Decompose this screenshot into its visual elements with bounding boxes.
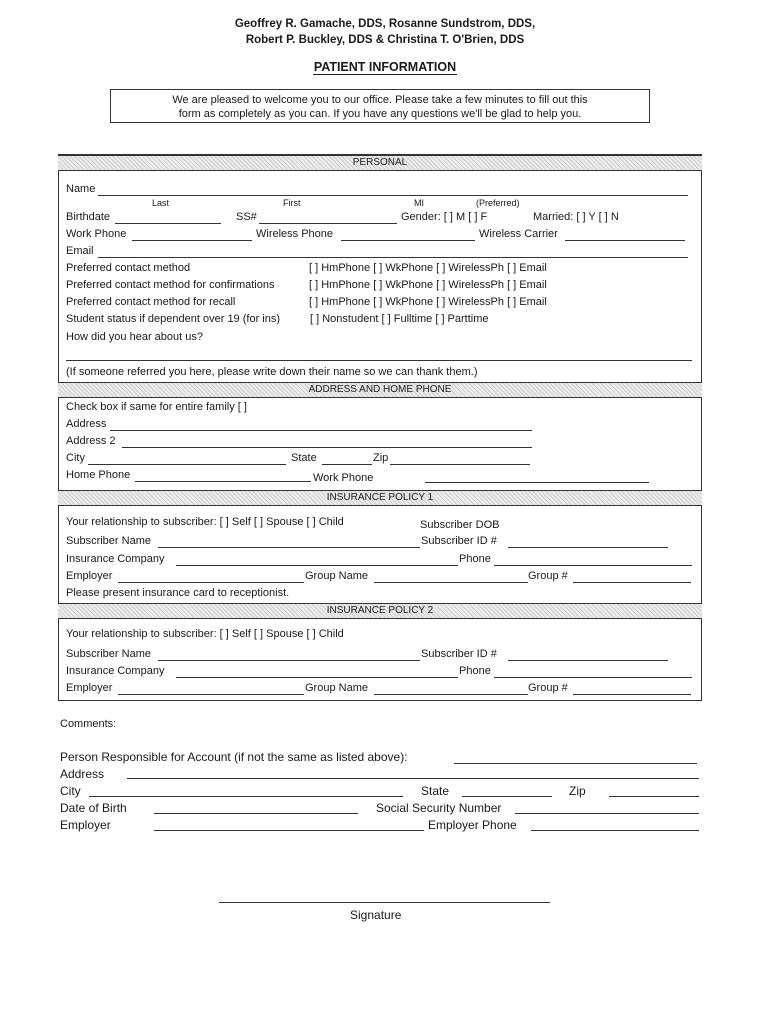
pref-contact-options[interactable]: [ ] HmPhone [ ] WkPhone [ ] WirelessPh [ ] Email [309,262,547,274]
ins1-group-name-field[interactable] [374,582,528,583]
resp-ssn-field[interactable] [515,813,699,814]
signature-line[interactable] [219,902,550,903]
resp-zip-label: Zip [569,784,586,798]
ins2-subscriber-id-label: Subscriber ID # [421,648,497,660]
section-insurance1-header: INSURANCE POLICY 1 [58,490,702,506]
work-phone-field[interactable] [132,240,252,241]
name-sub-last: Last [152,198,170,208]
name-sub-mi: MI [414,198,424,208]
name-sub-preferred: (Preferred) [476,198,520,208]
address2-label: Address 2 [66,435,116,447]
home-phone-label: Home Phone [66,469,131,481]
resp-employer-label: Employer [60,818,111,832]
state-field[interactable] [322,464,372,465]
ins1-company-label: Insurance Company [66,553,165,565]
comments-label: Comments: [60,718,117,730]
resp-dob-label: Date of Birth [60,801,127,815]
address2-field[interactable] [122,447,532,448]
how-hear-field[interactable] [66,360,692,361]
ins1-subscriber-id-label: Subscriber ID # [421,535,497,547]
wireless-carrier-label: Wireless Carrier [479,228,558,240]
ins2-subscriber-name-label: Subscriber Name [66,648,151,660]
work-phone-field-2[interactable] [425,482,649,483]
ins1-subscriber-name-field[interactable] [158,547,420,548]
ins2-company-field[interactable] [176,677,458,678]
ins2-subscriber-name-field[interactable] [158,660,420,661]
resp-state-label: State [421,784,450,798]
ins2-employer-field[interactable] [118,694,304,695]
name-label: Name [66,183,96,195]
ins2-phone-label: Phone [459,665,491,677]
city-field[interactable] [88,464,286,465]
pref-recall-label: Preferred contact method for recall [66,296,236,308]
married-checkboxes[interactable]: Married: [ ] Y [ ] N [533,211,619,223]
ins1-subscriber-id-field[interactable] [508,547,668,548]
referral-note: (If someone referred you here, please write down their name so we can thank them.) [66,366,478,378]
resp-city-label: City [60,784,81,798]
ins1-employer-label: Employer [66,570,113,582]
address-label: Address [66,418,107,430]
ins1-company-field[interactable] [176,565,458,566]
section-insurance2-header: INSURANCE POLICY 2 [58,603,702,619]
page-title: PATIENT INFORMATION [313,60,457,74]
welcome-line1: We are pleased to welcome you to our office. Please take a few minutes to fill out this [172,94,588,106]
work-phone-label-2: Work Phone [313,472,374,484]
name-field[interactable] [98,195,688,196]
same-family-checkbox[interactable]: Check box if same for entire family [ ] [66,401,247,413]
ins2-group-no-field[interactable] [573,694,691,695]
birthdate-label: Birthdate [66,211,111,223]
signature-label: Signature [350,908,402,922]
name-sub-first: First [283,198,301,208]
ins1-group-no-field[interactable] [573,582,691,583]
pref-recall-options[interactable]: [ ] HmPhone [ ] WkPhone [ ] WirelessPh [ ] Email [309,296,547,308]
student-status-options[interactable]: [ ] Nonstudent [ ] Fulltime [ ] Parttime [310,313,489,325]
section-address-header: ADDRESS AND HOME PHONE [58,382,702,398]
wireless-phone-label: Wireless Phone [256,228,334,240]
welcome-line2: form as completely as you can. If you have any questions we'll be glad to help you. [178,108,582,120]
ins1-group-no-label: Group # [528,570,568,582]
ins2-phone-field[interactable] [494,677,692,678]
ins1-phone-label: Phone [459,553,491,565]
resp-city-field[interactable] [89,796,403,797]
birthdate-field[interactable] [115,223,221,224]
pref-contact-label: Preferred contact method [66,262,191,274]
ins1-phone-field[interactable] [494,565,692,566]
resp-ssn-label: Social Security Number [376,801,502,815]
ins1-group-name-label: Group Name [305,570,368,582]
ins2-subscriber-id-field[interactable] [508,660,668,661]
gender-checkboxes[interactable]: Gender: [ ] M [ ] F [401,211,488,223]
wireless-phone-field[interactable] [341,240,475,241]
zip-label: Zip [373,452,389,464]
ins1-subscriber-dob-label: Subscriber DOB [420,519,500,531]
how-hear-label: How did you hear about us? [66,331,203,343]
student-status-label: Student status if dependent over 19 (for ins) [66,313,281,325]
ins2-employer-label: Employer [66,682,113,694]
resp-employer-field[interactable] [154,830,424,831]
practice-names-line1: Geoffrey R. Gamache, DDS, Rosanne Sundstrom, DDS, [234,18,536,30]
responsible-name-field[interactable] [454,763,697,764]
zip-field[interactable] [390,464,530,465]
ssn-field[interactable] [259,223,397,224]
resp-address-field[interactable] [127,778,699,779]
ins2-group-name-field[interactable] [374,694,528,695]
ins2-group-name-label: Group Name [305,682,368,694]
ins1-relationship-options[interactable]: Your relationship to subscriber: [ ] Self [ ] Spouse [ ] Child [66,516,344,528]
pref-confirm-label: Preferred contact method for confirmations [66,279,275,291]
city-label: City [66,452,85,464]
section-personal-header: PERSONAL [58,155,702,171]
state-label: State [291,452,317,464]
pref-confirm-options[interactable]: [ ] HmPhone [ ] WkPhone [ ] WirelessPh [ ] Email [309,279,547,291]
practice-names-line2: Robert P. Buckley, DDS & Christina T. O'Brien, DDS [245,34,525,46]
ins2-group-no-label: Group # [528,682,568,694]
ins1-subscriber-name-label: Subscriber Name [66,535,151,547]
resp-zip-field[interactable] [609,796,699,797]
responsible-heading: Person Responsible for Account (if not the same as listed above): [60,750,408,764]
ins1-employer-field[interactable] [118,582,304,583]
home-phone-field[interactable] [135,481,311,482]
ins1-present-card-note: Please present insurance card to receptionist. [66,587,290,599]
address-field[interactable] [110,430,532,431]
resp-state-field[interactable] [462,796,552,797]
resp-dob-field[interactable] [154,813,358,814]
welcome-box [110,89,650,123]
ins2-relationship-options[interactable]: Your relationship to subscriber: [ ] Self [ ] Spouse [ ] Child [66,628,344,640]
resp-employer-phone-label: Employer Phone [428,818,517,832]
wireless-carrier-field[interactable] [565,240,685,241]
email-label: Email [66,245,94,257]
email-field[interactable] [98,257,688,258]
ssn-label: SS# [236,211,257,223]
resp-employer-phone-field[interactable] [531,830,699,831]
resp-address-label: Address [60,767,105,781]
work-phone-label: Work Phone [66,228,127,240]
ins2-company-label: Insurance Company [66,665,165,677]
